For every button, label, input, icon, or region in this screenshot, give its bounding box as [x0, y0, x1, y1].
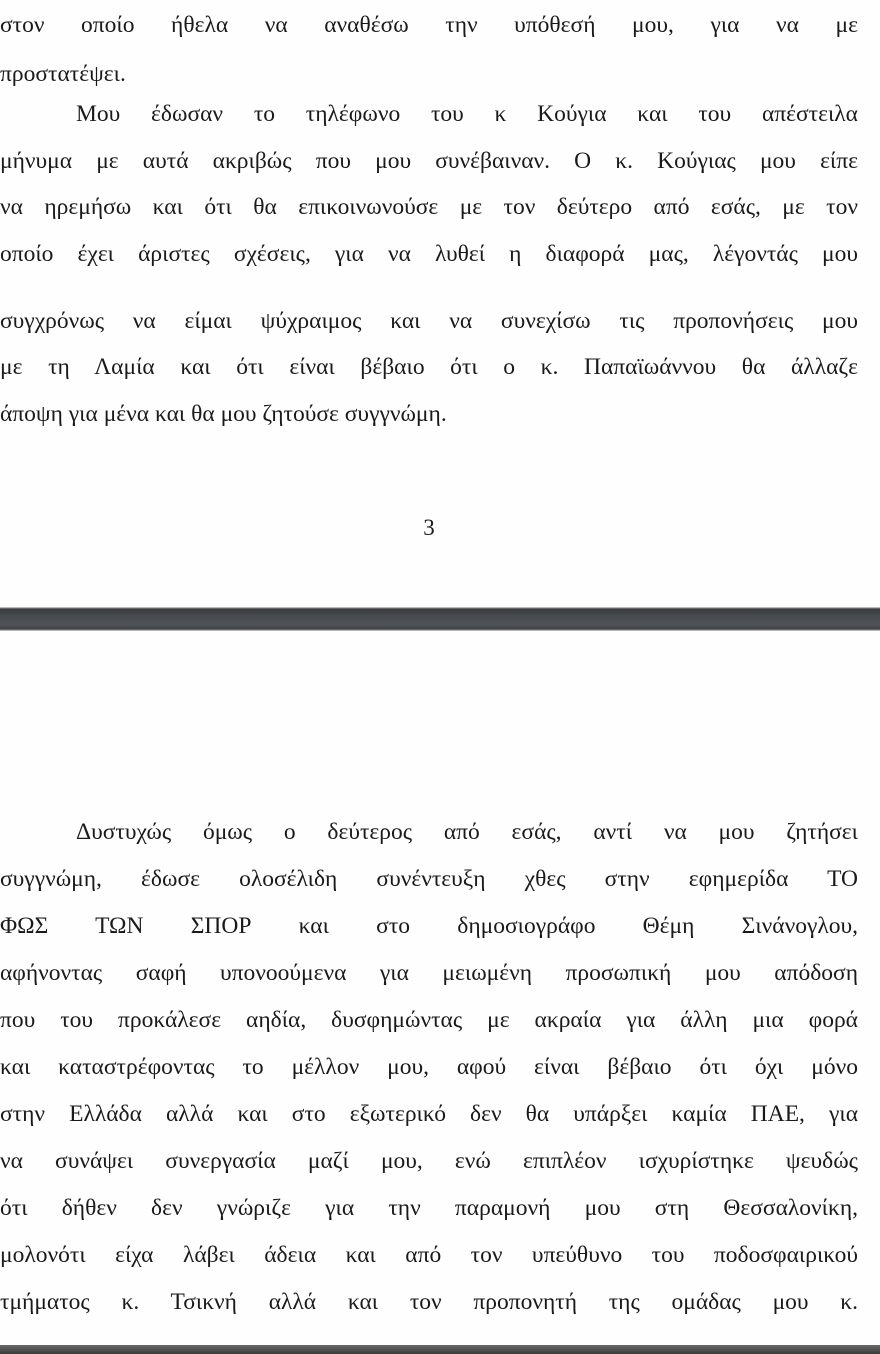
- text-line: συγγνώμη, έδωσε ολοσέλιδη συνέντευξη χθες στην εφημερίδα ΤΟ: [0, 866, 858, 892]
- text-line: με τη Λαμία και ότι είναι βέβαιο ότι ο κ. Παπαϊωάννου θα άλλαζε: [0, 354, 858, 380]
- text-line: συγχρόνως να είμαι ψύχραιμος και να συνεχίσω τις προπονήσεις μου: [0, 308, 858, 334]
- text-line: προστατέψει.: [0, 61, 126, 87]
- text-line: μήνυμα με αυτά ακριβώς που μου συνέβαιναν. Ο κ. Κούγιας μου είπε: [0, 148, 858, 174]
- text-line: να ηρεμήσω και ότι θα επικοινωνούσε με τον δεύτερο από εσάς, με τον: [0, 194, 858, 220]
- page-separator: [0, 607, 880, 631]
- text-line: που του προκάλεσε αηδία, δυσφημώντας με ακραία για άλλη μια φορά: [0, 1007, 858, 1033]
- text-line: ότι δήθεν δεν γνώριζε για την παραμονή μου στη Θεσσαλονίκη,: [0, 1195, 858, 1221]
- viewer-bottom-edge: [0, 1345, 880, 1354]
- text-line: στον οποίο ήθελα να αναθέσω την υπόθεσή μου, για να με: [0, 12, 858, 38]
- text-line: να συνάψει συνεργασία μαζί μου, ενώ επιπλέον ισχυρίστηκε ψευδώς: [0, 1148, 858, 1174]
- text-line: Δυστυχώς όμως ο δεύτερος από εσάς, αντί να μου ζητήσει: [76, 819, 858, 845]
- text-line: αφήνοντας σαφή υπονοούμενα για μειωμένη προσωπική μου απόδοση: [0, 960, 858, 986]
- text-line: ΦΩΣ ΤΩΝ ΣΠΟΡ και στο δημοσιογράφο Θέμη Σινάνογλου,: [0, 913, 858, 939]
- text-line: τμήματος κ. Τσικνή αλλά και τον προπονητή της ομάδας μου κ.: [0, 1289, 858, 1315]
- text-line: και καταστρέφοντας το μέλλον μου, αφού είναι βέβαιο ότι όχι μόνο: [0, 1054, 858, 1080]
- document-page-3: [0, 0, 880, 607]
- text-line: οποίο έχει άριστες σχέσεις, για να λυθεί η διαφορά μας, λέγοντάς μου: [0, 241, 858, 267]
- page-number: 3: [423, 515, 435, 540]
- text-line: μολονότι είχα λάβει άδεια και από τον υπεύθυνο του ποδοσφαιρικού: [0, 1242, 858, 1268]
- text-line: στην Ελλάδα αλλά και στο εξωτερικό δεν θα υπάρξει καμία ΠΑΕ, για: [0, 1101, 858, 1127]
- text-line: άποψη για μένα και θα μου ζητούσε συγγνώμη.: [0, 401, 447, 427]
- text-line: Μου έδωσαν το τηλέφωνο του κ Κούγια και του απέστειλα: [76, 101, 858, 127]
- document-page-4: [0, 631, 880, 1354]
